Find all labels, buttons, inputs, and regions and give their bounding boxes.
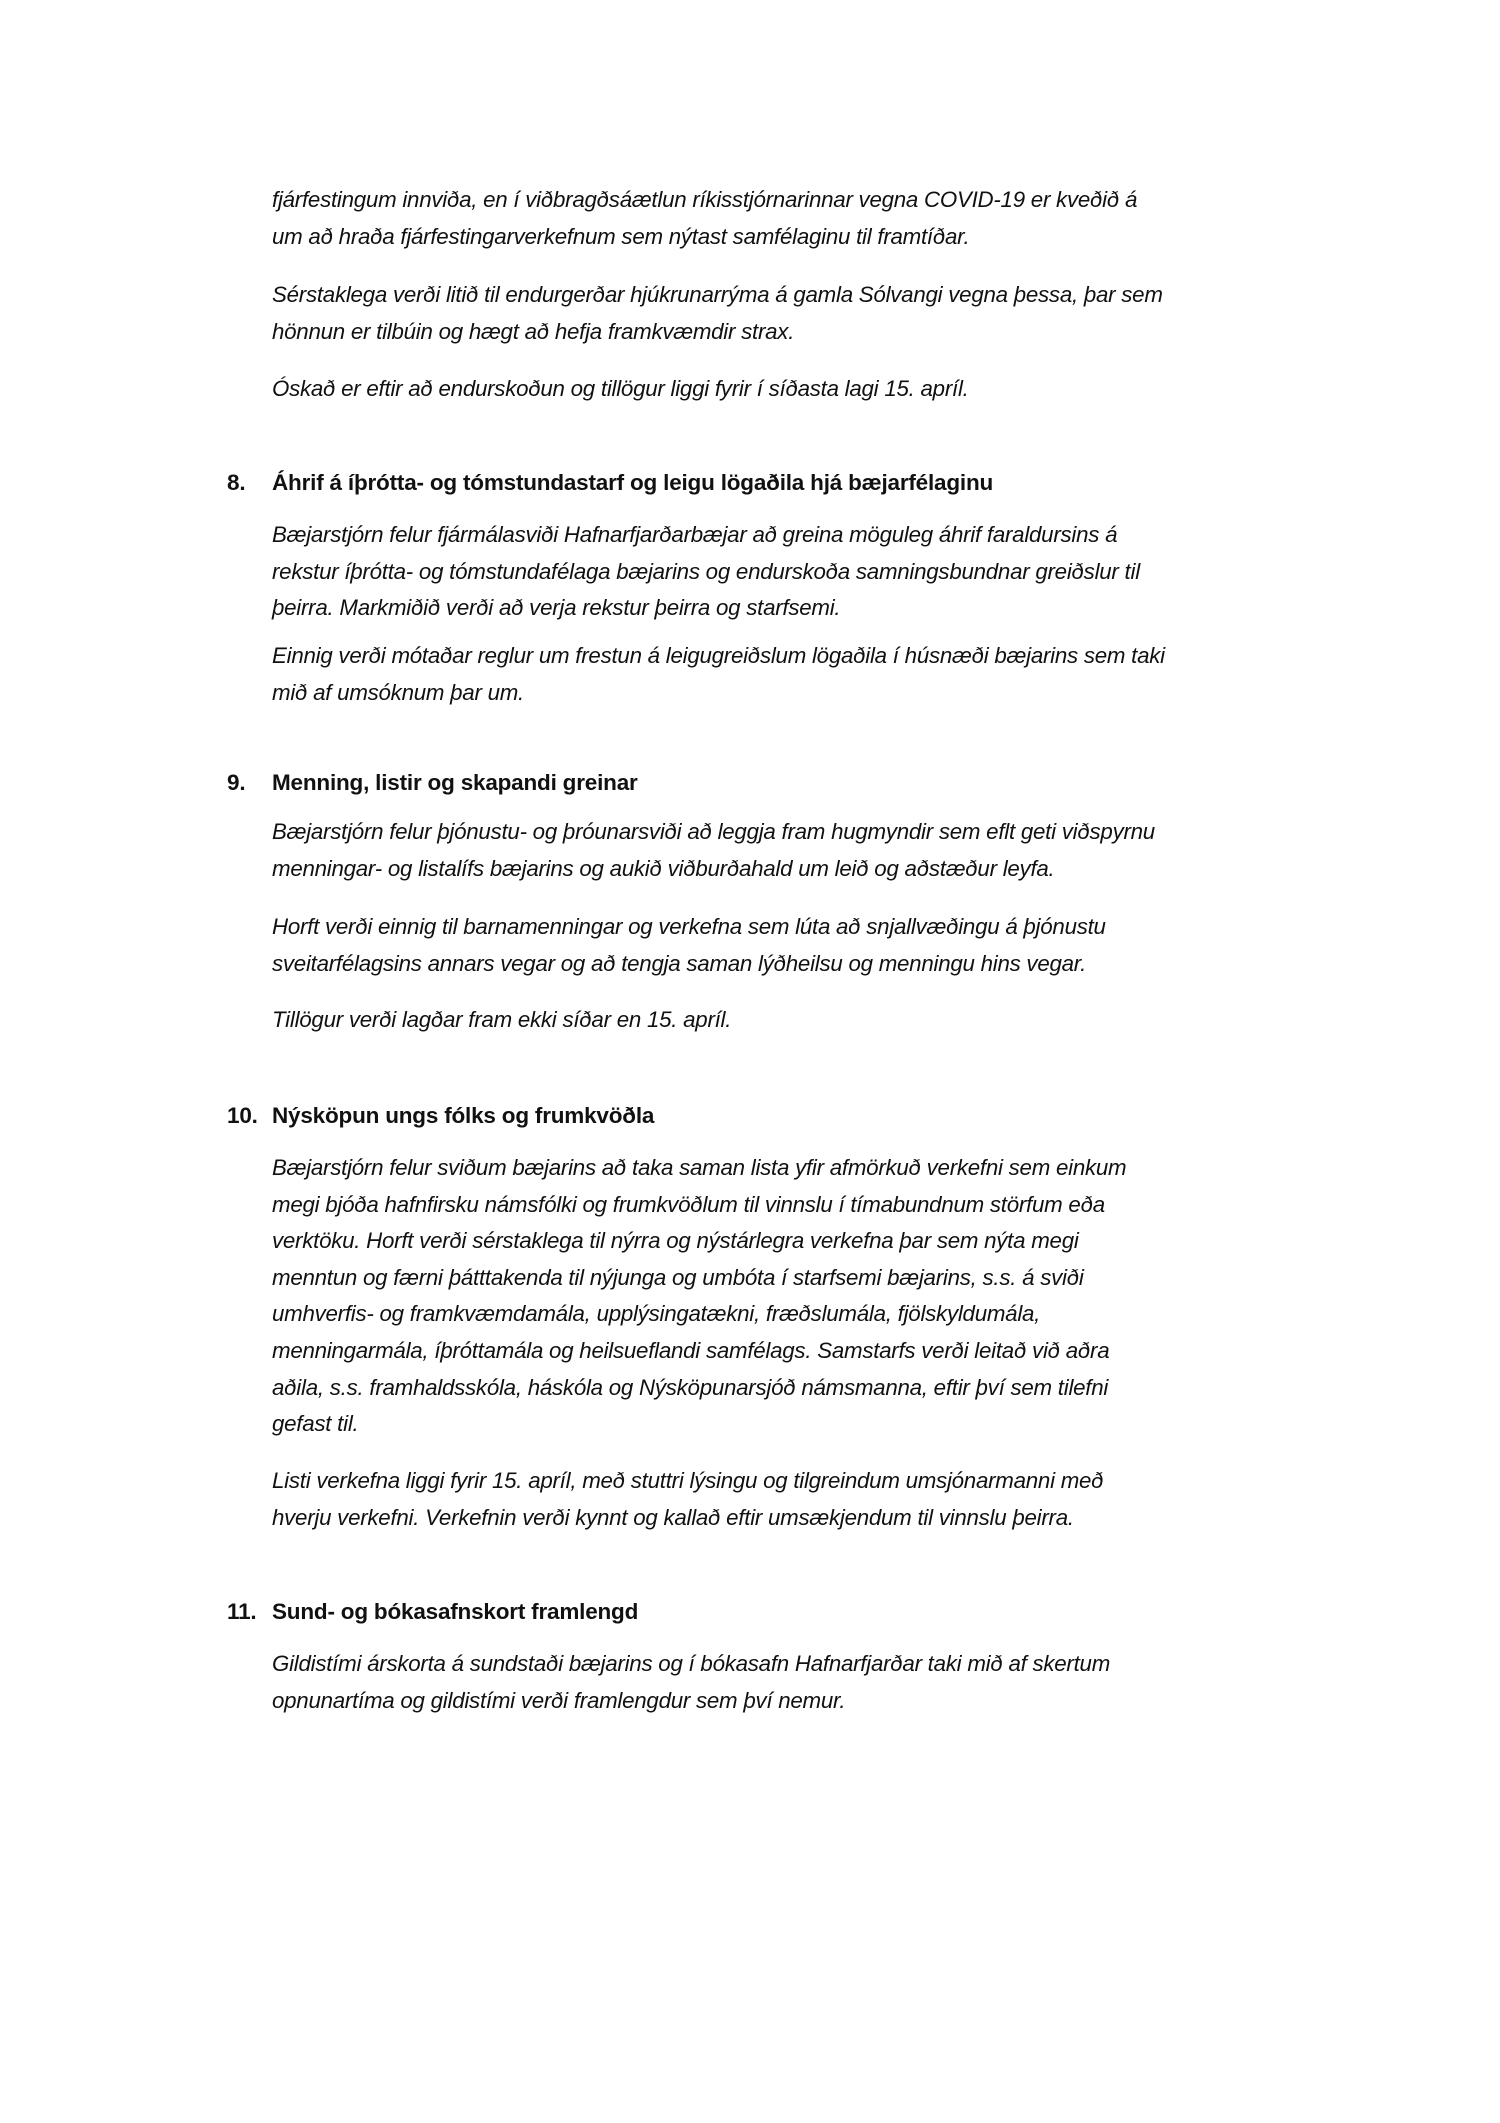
section-number: 11. <box>227 1599 257 1624</box>
paragraph <box>272 277 1163 350</box>
paragraph <box>272 1463 1103 1536</box>
text-line: aðila, s.s. framhaldsskóla, háskóla og Nýsköpunarsjóð námsmanna, eftir því sem tilefni <box>272 1374 1109 1400</box>
paragraph <box>272 1002 731 1039</box>
text-line: fjárfestingum innviða, en í viðbragðsáætlun ríkisstjórnarinnar vegna COVID-19 er kveðið á <box>272 187 1138 212</box>
paragraph <box>272 909 1106 982</box>
section-number: 8. <box>227 470 246 495</box>
section-heading <box>227 1594 638 1630</box>
section-heading <box>227 1098 654 1134</box>
text-line: menningar- og listalífs bæjarins og aukið viðburðahald um leið og aðstæður leyfa. <box>272 855 1055 881</box>
text-line: hverju verkefni. Verkefnin verði kynnt og kallað eftir umsækjendum til vinnslu þeirra. <box>272 1504 1074 1530</box>
section-title: Nýsköpun ungs fólks og frumkvöðla <box>272 1103 655 1128</box>
paragraph <box>272 814 1155 887</box>
text-line: Tillögur verði lagðar fram ekki síðar en 15. apríl. <box>272 1007 732 1032</box>
section-heading <box>227 465 993 501</box>
text-line: umhverfis- og framkvæmdamála, upplýsingatækni, fræðslumála, fjölskyldumála, <box>272 1301 1041 1327</box>
text-line: um að hraða fjárfestingarverkefnum sem nýtast samfélaginu til framtíðar. <box>272 223 970 249</box>
text-line: Bæjarstjórn felur fjármálasviði Hafnarfjarðarbæjar að greina möguleg áhrif faraldursins á <box>272 522 1118 547</box>
paragraph <box>272 1646 1110 1719</box>
section-heading <box>227 765 638 801</box>
text-line: menntun og færni þátttakenda til nýjunga og umbóta í starfsemi bæjarins, s.s. á sviði <box>272 1264 1084 1290</box>
text-line: Listi verkefna liggi fyrir 15. apríl, með stuttri lýsingu og tilgreindum umsjónarmanni með <box>272 1468 1104 1493</box>
text-line: Bæjarstjórn felur sviðum bæjarins að taka saman lista yfir afmörkuð verkefni sem einkum <box>272 1155 1127 1180</box>
paragraph <box>272 182 1137 255</box>
text-line: sveitarfélagsins annars vegar og að tengja saman lýðheilsu og menningu hins vegar. <box>272 950 1087 976</box>
text-line: opnunartíma og gildistími verði framlengdur sem því nemur. <box>272 1687 846 1713</box>
text-line: þeirra. Markmiðið verði að verja rekstur þeirra og starfsemi. <box>272 595 841 621</box>
text-line: Óskað er eftir að endurskoðun og tillögur liggi fyrir í síðasta lagi 15. apríl. <box>272 376 969 401</box>
text-line: menningarmála, íþróttamála og heilsueflandi samfélags. Samstarfs verði leitað við aðra <box>272 1337 1110 1363</box>
text-line: hönnun er tilbúin og hægt að hefja framkvæmdir strax. <box>272 318 795 344</box>
text-line: Einnig verði mótaðar reglur um frestun á leigugreiðslum lögaðila í húsnæði bæjarins sem taki <box>272 643 1165 668</box>
text-line: gefast til. <box>272 1411 359 1437</box>
text-line: mið af umsóknum þar um. <box>272 679 524 705</box>
text-line: Bæjarstjórn felur þjónustu- og þróunarsviði að leggja fram hugmyndir sem eflt geti viðspyrnu <box>272 819 1155 844</box>
text-line: Horft verði einnig til barnamenningar og verkefna sem lúta að snjallvæðingu á þjónustu <box>272 914 1106 939</box>
section-title: Sund- og bókasafnskort framlengd <box>272 1599 639 1624</box>
section-title: Menning, listir og skapandi greinar <box>272 770 638 795</box>
section-title: Áhrif á íþrótta- og tómstundastarf og leigu lögaðila hjá bæjarfélaginu <box>272 470 994 495</box>
section-number: 9. <box>227 770 246 795</box>
text-line: Gildistími árskorta á sundstaði bæjarins og í bókasafn Hafnarfjarðar taki mið af skertum <box>272 1651 1111 1676</box>
paragraph <box>272 371 969 408</box>
paragraph <box>272 638 1165 711</box>
text-line: Sérstaklega verði litið til endurgerðar hjúkrunarrýma á gamla Sólvangi vegna þessa, þar sem <box>272 282 1163 307</box>
text-line: megi bjóða hafnfirsku námsfólki og frumkvöðlum til vinnslu í tímabundnum störfum eða <box>272 1191 1105 1217</box>
section-number: 10. <box>227 1103 258 1128</box>
paragraph <box>272 517 1140 627</box>
paragraph <box>272 1150 1126 1443</box>
text-line: rekstur íþrótta- og tómstundafélaga bæjarins og endurskoða samningsbundnar greiðslur til <box>272 558 1140 584</box>
text-line: verktöku. Horft verði sérstaklega til nýrra og nýstárlegra verkefna þar sem nýta megi <box>272 1228 1079 1254</box>
